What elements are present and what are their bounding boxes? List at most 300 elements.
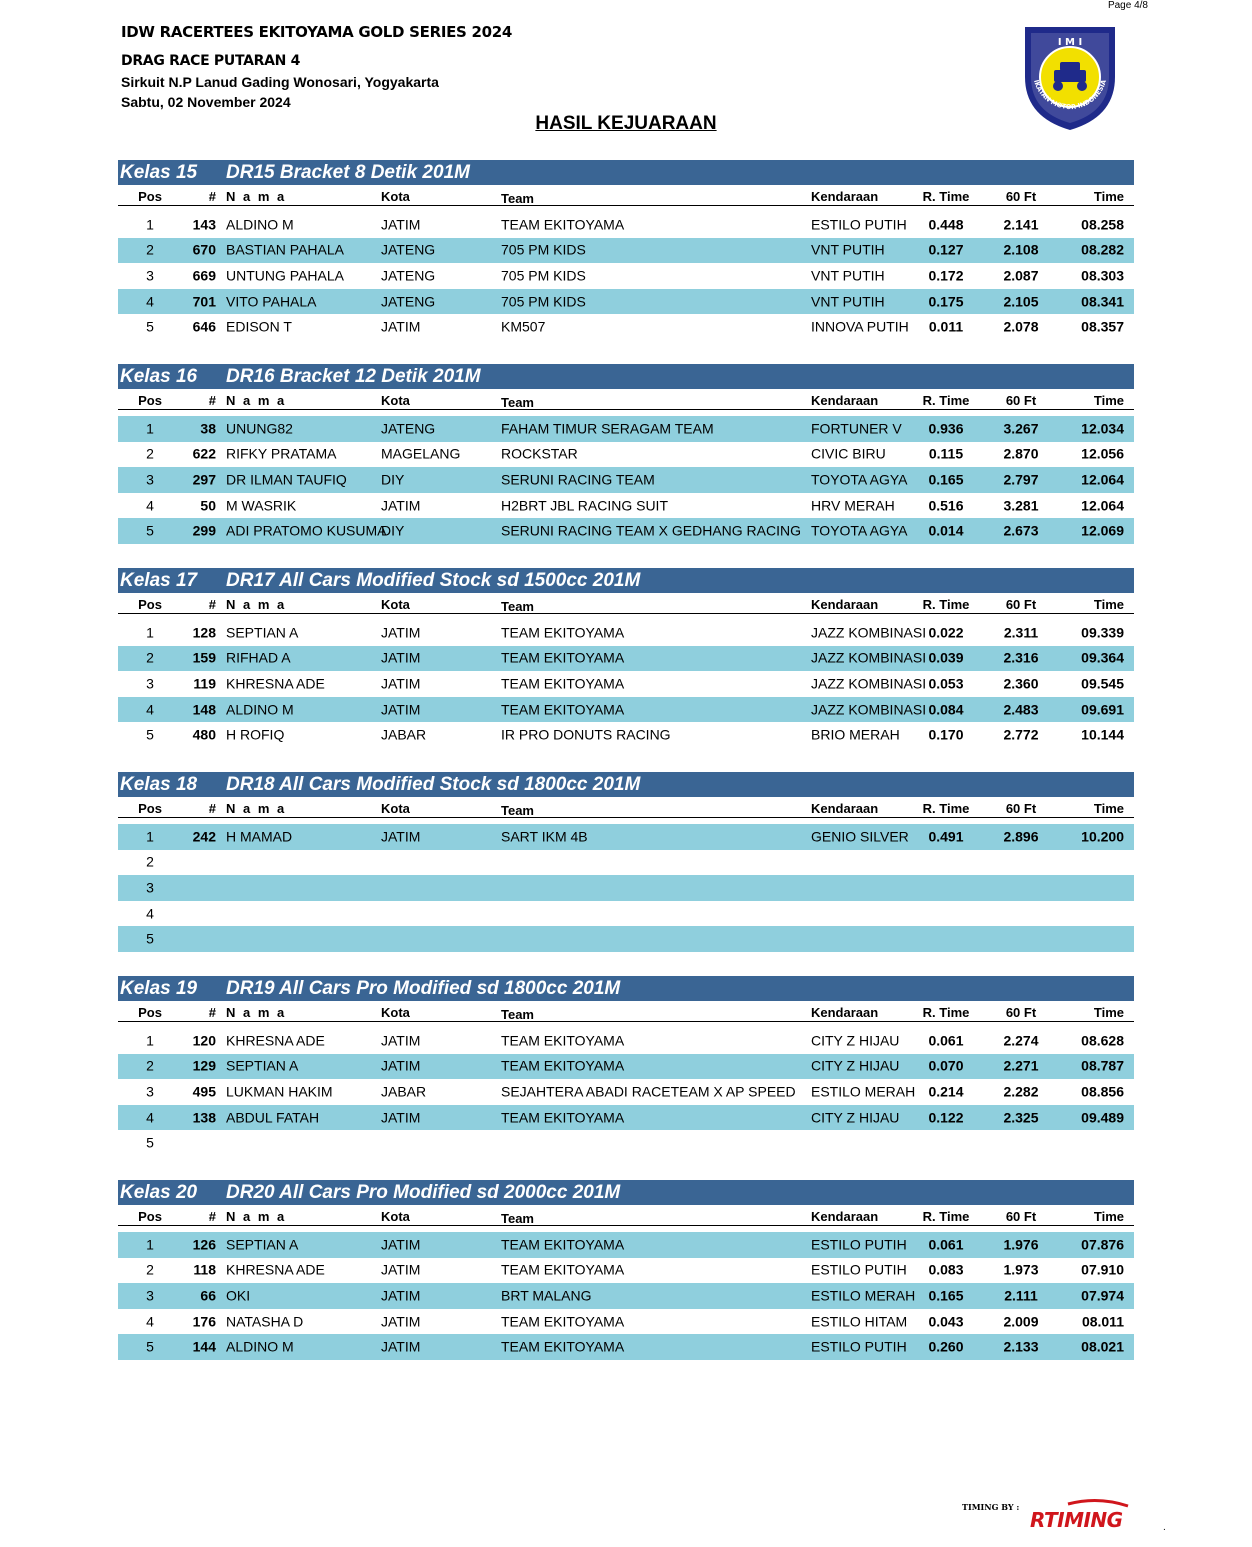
cell-name: EDISON T bbox=[226, 318, 292, 335]
page-number: Page 4/8 bbox=[1107, 0, 1148, 11]
cell-pos: 4 bbox=[146, 1109, 154, 1126]
cell-pos: 2 bbox=[146, 445, 154, 462]
section-title bbox=[118, 976, 1134, 1001]
cell-kota: JATIM bbox=[381, 497, 421, 514]
table-row bbox=[118, 1079, 1134, 1105]
table-row bbox=[118, 263, 1134, 289]
cell-name: RIFKY PRATAMA bbox=[226, 445, 337, 462]
cell-ft60: 2.087 bbox=[1003, 267, 1039, 284]
table-row bbox=[118, 722, 1134, 748]
cell-name: H MAMAD bbox=[226, 828, 293, 845]
column-header-name: N a m a bbox=[226, 393, 287, 408]
cell-pos: 5 bbox=[146, 522, 154, 539]
cell-kendaraan: ESTILO PUTIH bbox=[811, 1338, 907, 1355]
column-header-kendaraan: Kendaraan bbox=[811, 597, 879, 612]
cell-no: 701 bbox=[192, 293, 216, 310]
cell-no: 138 bbox=[192, 1109, 216, 1126]
cell-pos: 4 bbox=[146, 1313, 154, 1330]
table-row bbox=[118, 1054, 1134, 1080]
results-section bbox=[118, 364, 1134, 568]
cell-kendaraan: ESTILO MERAH bbox=[811, 1287, 916, 1304]
column-header-rtime: R. Time bbox=[922, 1209, 970, 1224]
class-title: DR18 All Cars Modified Stock sd 1800cc 201M bbox=[226, 774, 641, 795]
results-section bbox=[118, 1180, 1134, 1384]
cell-kota: JABAR bbox=[381, 1083, 427, 1100]
cell-name: NATASHA D bbox=[226, 1313, 304, 1330]
cell-name: H ROFIQ bbox=[226, 726, 285, 743]
cell-ft60: 2.078 bbox=[1003, 318, 1039, 335]
cell-kota: JATIM bbox=[381, 1287, 421, 1304]
cell-pos: 4 bbox=[146, 497, 154, 514]
cell-kendaraan: HRV MERAH bbox=[811, 497, 895, 514]
cell-ft60: 2.311 bbox=[1003, 624, 1039, 641]
cell-team: TEAM EKITOYAMA bbox=[501, 1109, 625, 1126]
cell-team: TEAM EKITOYAMA bbox=[501, 1032, 625, 1049]
column-header-pos: Pos bbox=[138, 1209, 162, 1224]
class-number: Kelas 17 bbox=[120, 570, 198, 591]
column-header-kota: Kota bbox=[381, 597, 410, 612]
column-header-rtime: R. Time bbox=[922, 189, 970, 204]
cell-kota: JATIM bbox=[381, 1261, 421, 1278]
column-header-ft60: 60 Ft bbox=[1005, 1005, 1037, 1020]
cell-kota: JATENG bbox=[381, 241, 436, 258]
cell-rtime: 0.070 bbox=[928, 1057, 964, 1074]
table-row bbox=[118, 926, 1134, 952]
class-number: Kelas 18 bbox=[120, 774, 198, 795]
column-header-team: Team bbox=[501, 191, 534, 206]
cell-name: RIFHAD A bbox=[226, 649, 291, 666]
cell-no: 646 bbox=[192, 318, 216, 335]
cell-pos: 1 bbox=[146, 216, 154, 233]
cell-time: 08.357 bbox=[1081, 318, 1124, 335]
column-header-ft60: 60 Ft bbox=[1005, 597, 1037, 612]
cell-kendaraan: VNT PUTIH bbox=[811, 267, 885, 284]
cell-time: 08.628 bbox=[1081, 1032, 1124, 1049]
cell-no: 120 bbox=[192, 1032, 216, 1049]
cell-pos: 3 bbox=[146, 1287, 154, 1304]
table-row bbox=[118, 1105, 1134, 1131]
cell-team: SERUNI RACING TEAM bbox=[501, 471, 655, 488]
table-row bbox=[118, 212, 1134, 238]
cell-kota: JATIM bbox=[381, 1057, 421, 1074]
cell-ft60: 2.870 bbox=[1003, 445, 1039, 462]
cell-team: FAHAM TIMUR SERAGAM TEAM bbox=[501, 420, 714, 437]
cell-pos: 3 bbox=[146, 1083, 154, 1100]
cell-rtime: 0.170 bbox=[928, 726, 964, 743]
cell-name: OKI bbox=[226, 1287, 251, 1304]
results-section bbox=[118, 160, 1134, 364]
results-section bbox=[118, 568, 1134, 772]
cell-no: 297 bbox=[192, 471, 216, 488]
cell-time: 08.282 bbox=[1081, 241, 1124, 258]
column-header-pos: Pos bbox=[138, 597, 162, 612]
table-row bbox=[118, 1028, 1134, 1054]
cell-kendaraan: FORTUNER V bbox=[811, 420, 902, 437]
cell-kendaraan: JAZZ KOMBINASI bbox=[811, 624, 927, 641]
document-header bbox=[121, 22, 512, 112]
table-row bbox=[118, 646, 1134, 672]
cell-pos: 3 bbox=[146, 471, 154, 488]
rtiming-logo: RTIMING bbox=[1030, 1508, 1123, 1532]
cell-rtime: 0.214 bbox=[928, 1083, 964, 1100]
cell-ft60: 2.483 bbox=[1003, 701, 1039, 718]
cell-kendaraan: JAZZ KOMBINASI bbox=[811, 701, 927, 718]
column-header-no: # bbox=[208, 597, 216, 612]
cell-pos: 5 bbox=[146, 726, 154, 743]
cell-ft60: 2.325 bbox=[1003, 1109, 1039, 1126]
cell-kendaraan: ESTILO MERAH bbox=[811, 1083, 916, 1100]
column-header-no: # bbox=[208, 393, 216, 408]
cell-team: TEAM EKITOYAMA bbox=[501, 1338, 625, 1355]
cell-kota: JATIM bbox=[381, 1313, 421, 1330]
column-header-rtime: R. Time bbox=[922, 393, 970, 408]
results-section bbox=[118, 772, 1134, 976]
class-title: DR15 Bracket 8 Detik 201M bbox=[226, 162, 470, 183]
cell-time: 12.034 bbox=[1081, 420, 1124, 437]
cell-time: 12.064 bbox=[1081, 497, 1124, 514]
event-date: Sabtu, 02 November 2024 bbox=[121, 94, 291, 110]
cell-kota: JATIM bbox=[381, 216, 421, 233]
cell-kota: JATIM bbox=[381, 318, 421, 335]
cell-name: KHRESNA ADE bbox=[226, 1032, 325, 1049]
column-header-ft60: 60 Ft bbox=[1005, 801, 1037, 816]
table-row bbox=[118, 1334, 1134, 1360]
cell-ft60: 2.133 bbox=[1003, 1338, 1039, 1355]
cell-team: TEAM EKITOYAMA bbox=[501, 1313, 625, 1330]
column-header-pos: Pos bbox=[138, 189, 162, 204]
column-header-kendaraan: Kendaraan bbox=[811, 393, 879, 408]
class-title: DR16 Bracket 12 Detik 201M bbox=[226, 366, 481, 387]
page-mark: . bbox=[1163, 1522, 1166, 1533]
cell-name: KHRESNA ADE bbox=[226, 1261, 325, 1278]
cell-kota: JATIM bbox=[381, 675, 421, 692]
cell-no: 622 bbox=[192, 445, 216, 462]
cell-name: UNUNG82 bbox=[226, 420, 293, 437]
cell-kota: JATIM bbox=[381, 828, 421, 845]
cell-kota: MAGELANG bbox=[381, 445, 461, 462]
cell-team: H2BRT JBL RACING SUIT bbox=[501, 497, 669, 514]
results-sections bbox=[118, 160, 1134, 1384]
table-row bbox=[118, 620, 1134, 646]
column-header-row bbox=[118, 1205, 1134, 1226]
cell-name: ABDUL FATAH bbox=[226, 1109, 320, 1126]
cell-no: 480 bbox=[192, 726, 216, 743]
column-header-time: Time bbox=[1093, 597, 1124, 612]
cell-kendaraan: CITY Z HIJAU bbox=[811, 1109, 900, 1126]
cell-kendaraan: JAZZ KOMBINASI bbox=[811, 675, 927, 692]
cell-time: 07.876 bbox=[1081, 1236, 1124, 1253]
cell-time: 08.856 bbox=[1081, 1083, 1124, 1100]
timing-footer bbox=[962, 1498, 1147, 1538]
section-title bbox=[118, 1180, 1134, 1205]
cell-rtime: 0.084 bbox=[928, 701, 964, 718]
cell-name: DR ILMAN TAUFIQ bbox=[226, 471, 347, 488]
cell-kota: JATENG bbox=[381, 293, 436, 310]
cell-no: 159 bbox=[192, 649, 216, 666]
cell-no: 38 bbox=[200, 420, 216, 437]
column-header-name: N a m a bbox=[226, 189, 287, 204]
cell-no: 119 bbox=[193, 675, 216, 692]
table-row bbox=[118, 518, 1134, 544]
cell-rtime: 0.448 bbox=[928, 216, 964, 233]
cell-ft60: 2.271 bbox=[1003, 1057, 1039, 1074]
column-header-team: Team bbox=[501, 803, 534, 818]
cell-kendaraan: GENIO SILVER bbox=[811, 828, 909, 845]
column-header-team: Team bbox=[501, 599, 534, 614]
cell-kendaraan: CITY Z HIJAU bbox=[811, 1057, 900, 1074]
cell-no: 176 bbox=[192, 1313, 216, 1330]
column-header-no: # bbox=[208, 1005, 216, 1020]
column-header-rtime: R. Time bbox=[922, 597, 970, 612]
cell-kendaraan: BRIO MERAH bbox=[811, 726, 900, 743]
event-venue: Sirkuit N.P Lanud Gading Wonosari, Yogyakarta bbox=[121, 74, 439, 90]
class-number: Kelas 19 bbox=[120, 978, 198, 999]
cell-kendaraan: CIVIC BIRU bbox=[811, 445, 886, 462]
cell-no: 128 bbox=[192, 624, 216, 641]
cell-kota: JATENG bbox=[381, 420, 436, 437]
table-row bbox=[118, 671, 1134, 697]
timing-by-label: TIMING BY : bbox=[962, 1502, 1020, 1512]
cell-ft60: 2.797 bbox=[1003, 471, 1039, 488]
cell-kendaraan: ESTILO HITAM bbox=[811, 1313, 908, 1330]
cell-pos: 5 bbox=[146, 1134, 154, 1151]
cell-pos: 4 bbox=[146, 701, 154, 718]
cell-team: TEAM EKITOYAMA bbox=[501, 675, 625, 692]
cell-name: SEPTIAN A bbox=[226, 624, 299, 641]
cell-time: 12.064 bbox=[1081, 471, 1124, 488]
table-row bbox=[118, 1283, 1134, 1309]
cell-no: 126 bbox=[192, 1236, 216, 1253]
table-row bbox=[118, 1130, 1134, 1156]
cell-time: 08.011 bbox=[1081, 1313, 1124, 1330]
class-number: Kelas 15 bbox=[120, 162, 198, 183]
cell-time: 08.021 bbox=[1081, 1338, 1124, 1355]
cell-kendaraan: CITY Z HIJAU bbox=[811, 1032, 900, 1049]
cell-ft60: 2.360 bbox=[1003, 675, 1039, 692]
table-row bbox=[118, 238, 1134, 264]
cell-ft60: 2.316 bbox=[1003, 649, 1039, 666]
section-title bbox=[118, 160, 1134, 185]
cell-rtime: 0.061 bbox=[928, 1236, 964, 1253]
table-row bbox=[118, 824, 1134, 850]
column-header-kota: Kota bbox=[381, 801, 410, 816]
column-header-row bbox=[118, 1001, 1134, 1022]
cell-kendaraan: VNT PUTIH bbox=[811, 293, 885, 310]
cell-kota: JATIM bbox=[381, 701, 421, 718]
table-row bbox=[118, 850, 1134, 876]
column-header-time: Time bbox=[1093, 1005, 1124, 1020]
cell-no: 118 bbox=[193, 1261, 216, 1278]
table-row bbox=[118, 1258, 1134, 1284]
cell-kota: JATIM bbox=[381, 1109, 421, 1126]
class-title: DR20 All Cars Pro Modified sd 2000cc 201M bbox=[226, 1182, 621, 1203]
results-section bbox=[118, 976, 1134, 1180]
class-title: DR19 All Cars Pro Modified sd 1800cc 201M bbox=[226, 978, 621, 999]
column-header-no: # bbox=[208, 1209, 216, 1224]
cell-name: VITO PAHALA bbox=[226, 293, 317, 310]
cell-kota: JABAR bbox=[381, 726, 427, 743]
column-header-pos: Pos bbox=[138, 1005, 162, 1020]
column-header-no: # bbox=[208, 801, 216, 816]
column-header-pos: Pos bbox=[138, 801, 162, 816]
cell-ft60: 2.009 bbox=[1003, 1313, 1039, 1330]
column-header-rtime: R. Time bbox=[922, 801, 970, 816]
column-header-no: # bbox=[208, 189, 216, 204]
cell-team: TEAM EKITOYAMA bbox=[501, 1236, 625, 1253]
cell-ft60: 2.673 bbox=[1003, 522, 1039, 539]
column-header-kendaraan: Kendaraan bbox=[811, 1005, 879, 1020]
column-header-name: N a m a bbox=[226, 801, 287, 816]
column-header-kota: Kota bbox=[381, 189, 410, 204]
cell-no: 495 bbox=[192, 1083, 216, 1100]
column-header-kendaraan: Kendaraan bbox=[811, 801, 879, 816]
cell-name: BASTIAN PAHALA bbox=[226, 241, 345, 258]
cell-pos: 2 bbox=[146, 1057, 154, 1074]
table-row bbox=[118, 416, 1134, 442]
cell-team: 705 PM KIDS bbox=[501, 241, 586, 258]
cell-time: 09.339 bbox=[1081, 624, 1124, 641]
cell-kendaraan: ESTILO PUTIH bbox=[811, 1261, 907, 1278]
cell-no: 144 bbox=[192, 1338, 216, 1355]
cell-pos: 2 bbox=[146, 649, 154, 666]
cell-team: ROCKSTAR bbox=[501, 445, 578, 462]
cell-pos: 1 bbox=[146, 1032, 154, 1049]
column-header-name: N a m a bbox=[226, 597, 287, 612]
section-title bbox=[118, 772, 1134, 797]
class-number: Kelas 16 bbox=[120, 366, 198, 387]
cell-rtime: 0.172 bbox=[928, 267, 964, 284]
cell-pos: 2 bbox=[146, 853, 154, 870]
cell-no: 669 bbox=[192, 267, 216, 284]
cell-time: 07.974 bbox=[1081, 1287, 1124, 1304]
cell-rtime: 0.039 bbox=[928, 649, 964, 666]
cell-pos: 2 bbox=[146, 241, 154, 258]
cell-no: 143 bbox=[192, 216, 216, 233]
table-row bbox=[118, 467, 1134, 493]
cell-rtime: 0.165 bbox=[928, 1287, 964, 1304]
cell-pos: 2 bbox=[146, 1261, 154, 1278]
cell-team: TEAM EKITOYAMA bbox=[501, 649, 625, 666]
cell-kota: JATIM bbox=[381, 1032, 421, 1049]
cell-pos: 3 bbox=[146, 879, 154, 896]
report-title: HASIL KEJUARAAN bbox=[535, 113, 717, 134]
cell-no: 66 bbox=[200, 1287, 216, 1304]
column-header-team: Team bbox=[501, 1211, 534, 1226]
cell-rtime: 0.043 bbox=[928, 1313, 964, 1330]
cell-ft60: 2.896 bbox=[1003, 828, 1039, 845]
cell-rtime: 0.053 bbox=[928, 675, 964, 692]
column-header-time: Time bbox=[1093, 393, 1124, 408]
table-row bbox=[118, 697, 1134, 723]
cell-team: SART IKM 4B bbox=[501, 828, 588, 845]
cell-name: SEPTIAN A bbox=[226, 1236, 299, 1253]
column-header-time: Time bbox=[1093, 1209, 1124, 1224]
cell-kendaraan: TOYOTA AGYA bbox=[811, 471, 908, 488]
cell-team: SERUNI RACING TEAM X GEDHANG RACING bbox=[501, 522, 802, 539]
cell-team: KM507 bbox=[501, 318, 546, 335]
cell-pos: 1 bbox=[146, 828, 154, 845]
table-row bbox=[118, 1232, 1134, 1258]
event-title: IDW RACERTEES EKITOYAMA GOLD SERIES 2024 bbox=[121, 23, 513, 41]
cell-rtime: 0.127 bbox=[928, 241, 964, 258]
cell-pos: 1 bbox=[146, 1236, 154, 1253]
class-number: Kelas 20 bbox=[120, 1182, 198, 1203]
cell-pos: 1 bbox=[146, 420, 154, 437]
cell-pos: 1 bbox=[146, 624, 154, 641]
cell-time: 12.056 bbox=[1081, 445, 1124, 462]
cell-no: 242 bbox=[192, 828, 216, 845]
cell-time: 08.341 bbox=[1081, 293, 1124, 310]
cell-kendaraan: INNOVA PUTIH bbox=[811, 318, 909, 335]
cell-team: TEAM EKITOYAMA bbox=[501, 624, 625, 641]
cell-team: BRT MALANG bbox=[501, 1287, 592, 1304]
table-row bbox=[118, 289, 1134, 315]
cell-time: 07.910 bbox=[1081, 1261, 1124, 1278]
column-header-row bbox=[118, 593, 1134, 614]
column-header-ft60: 60 Ft bbox=[1005, 1209, 1037, 1224]
cell-name: ALDINO M bbox=[226, 701, 294, 718]
logo-ring-text: IKATAN MOTOR INDONESIA bbox=[1032, 78, 1108, 112]
cell-no: 299 bbox=[192, 522, 216, 539]
cell-pos: 4 bbox=[146, 293, 154, 310]
cell-kota: JATIM bbox=[381, 649, 421, 666]
cell-team: TEAM EKITOYAMA bbox=[501, 1261, 625, 1278]
cell-ft60: 2.105 bbox=[1003, 293, 1039, 310]
cell-rtime: 0.061 bbox=[928, 1032, 964, 1049]
column-header-row bbox=[118, 185, 1134, 206]
cell-kota: JATIM bbox=[381, 1338, 421, 1355]
cell-kota: DIY bbox=[381, 522, 405, 539]
cell-kota: DIY bbox=[381, 471, 405, 488]
cell-name: SEPTIAN A bbox=[226, 1057, 299, 1074]
column-header-team: Team bbox=[501, 1007, 534, 1022]
column-header-ft60: 60 Ft bbox=[1005, 189, 1037, 204]
class-title: DR17 All Cars Modified Stock sd 1500cc 201M bbox=[226, 570, 641, 591]
cell-name: ALDINO M bbox=[226, 216, 294, 233]
cell-ft60: 2.111 bbox=[1004, 1287, 1038, 1304]
cell-pos: 4 bbox=[146, 905, 154, 922]
cell-rtime: 0.165 bbox=[928, 471, 964, 488]
cell-team: IR PRO DONUTS RACING bbox=[501, 726, 671, 743]
cell-rtime: 0.011 bbox=[928, 318, 964, 335]
cell-team: TEAM EKITOYAMA bbox=[501, 1057, 625, 1074]
table-row bbox=[118, 1309, 1134, 1335]
cell-rtime: 0.122 bbox=[928, 1109, 964, 1126]
cell-kendaraan: ESTILO PUTIH bbox=[811, 216, 907, 233]
cell-rtime: 0.175 bbox=[928, 293, 964, 310]
event-subtitle: DRAG RACE PUTARAN 4 bbox=[121, 53, 301, 69]
column-header-rtime: R. Time bbox=[922, 1005, 970, 1020]
cell-rtime: 0.516 bbox=[928, 497, 964, 514]
cell-rtime: 0.260 bbox=[928, 1338, 964, 1355]
cell-team: 705 PM KIDS bbox=[501, 267, 586, 284]
column-header-team: Team bbox=[501, 395, 534, 410]
column-header-ft60: 60 Ft bbox=[1005, 393, 1037, 408]
cell-name: LUKMAN HAKIM bbox=[226, 1083, 333, 1100]
cell-ft60: 3.281 bbox=[1003, 497, 1039, 514]
cell-kendaraan: ESTILO PUTIH bbox=[811, 1236, 907, 1253]
section-title bbox=[118, 364, 1134, 389]
table-row bbox=[118, 901, 1134, 927]
column-header-row bbox=[118, 389, 1134, 410]
column-header-kota: Kota bbox=[381, 1209, 410, 1224]
cell-kendaraan: TOYOTA AGYA bbox=[811, 522, 908, 539]
cell-pos: 5 bbox=[146, 318, 154, 335]
column-header-row bbox=[118, 797, 1134, 818]
cell-name: M WASRIK bbox=[226, 497, 297, 514]
imi-logo bbox=[1020, 22, 1120, 132]
table-row bbox=[118, 875, 1134, 901]
